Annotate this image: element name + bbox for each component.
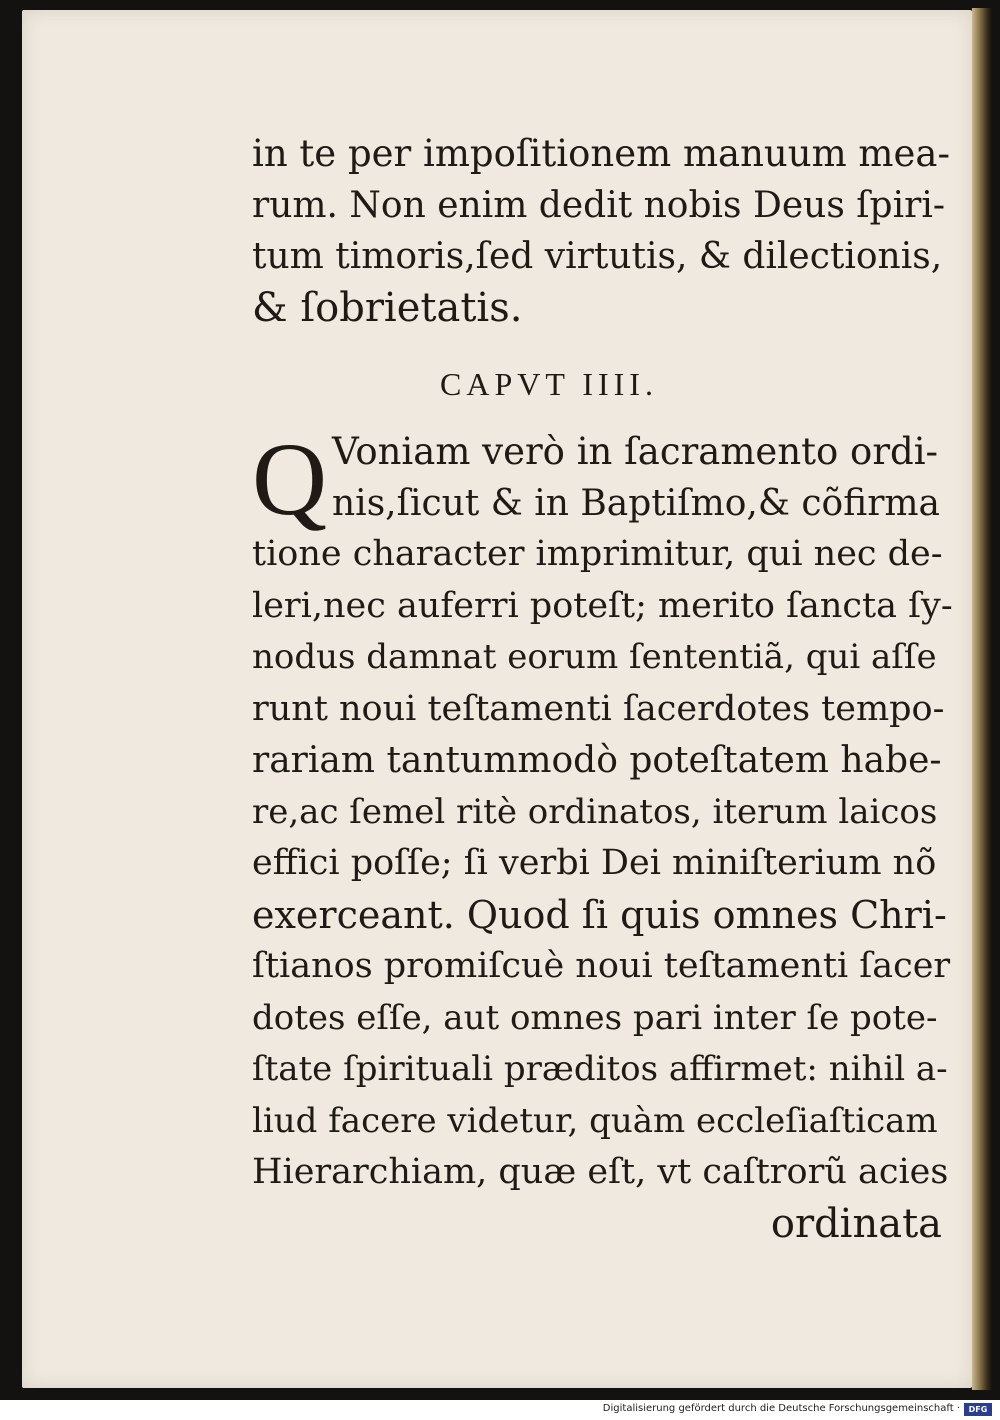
footer-bar [0, 1400, 1000, 1420]
text-line: rum. Non enim dedit nobis Deus ſpiri- [252, 184, 945, 226]
text-line: nis,ſicut & in Baptiſmo,& cõfirma [332, 482, 941, 524]
text-line: tum timoris,ſed virtutis, & dilectionis, [252, 236, 943, 277]
text-line: leri,nec auferri poteſt; merito ſancta ſy- [252, 585, 953, 626]
catchword: ordinata [770, 1200, 942, 1247]
text-line: in te per impoſitionem manuum mea- [252, 132, 950, 175]
text-line: dotes eſſe, aut omnes pari inter ſe pote- [252, 997, 938, 1038]
text-line: effici poſſe; ſi verbi Dei miniſterium nõ [252, 843, 937, 883]
text-line: exerceant. Quod ſi quis omnes Chri- [252, 892, 947, 937]
text-line: & ſobrietatis. [252, 284, 523, 331]
text-block [252, 128, 952, 1250]
page-edge [972, 8, 992, 1390]
dfg-logo: DFG [964, 1403, 992, 1416]
text-line: re,ac ſemel ritè ordinatos, iterum laicos [252, 791, 938, 832]
text-line: tione character imprimitur, qui nec de- [252, 534, 943, 574]
text-line: nodus damnat eorum ſententiã, qui aſſe [252, 637, 937, 677]
text-line: liud facere videtur, quàm eccleſiaſticam [252, 1100, 938, 1141]
text-line: rariam tantummodò poteſtatem habe- [252, 740, 942, 781]
footer-credit: Digitalisierung gefördert durch die Deutsche Forschungsgemeinschaft · [602, 1403, 960, 1414]
text-line: ſtianos promiſcuè noui teſtamenti ſacer [252, 946, 951, 986]
drop-cap: Q [252, 422, 328, 537]
text-line: runt noui teſtamenti ſacerdotes tempo- [252, 688, 945, 729]
text-line: Voniam verò in ſacramento ordi- [332, 430, 939, 473]
text-line: Hierarchiam, quæ eſt, vt caſtrorũ acies [252, 1152, 949, 1192]
chapter-heading: CAPVT IIII. [440, 366, 658, 402]
text-line: ſtate ſpirituali præditos affirmet: nihil a- [252, 1049, 948, 1089]
